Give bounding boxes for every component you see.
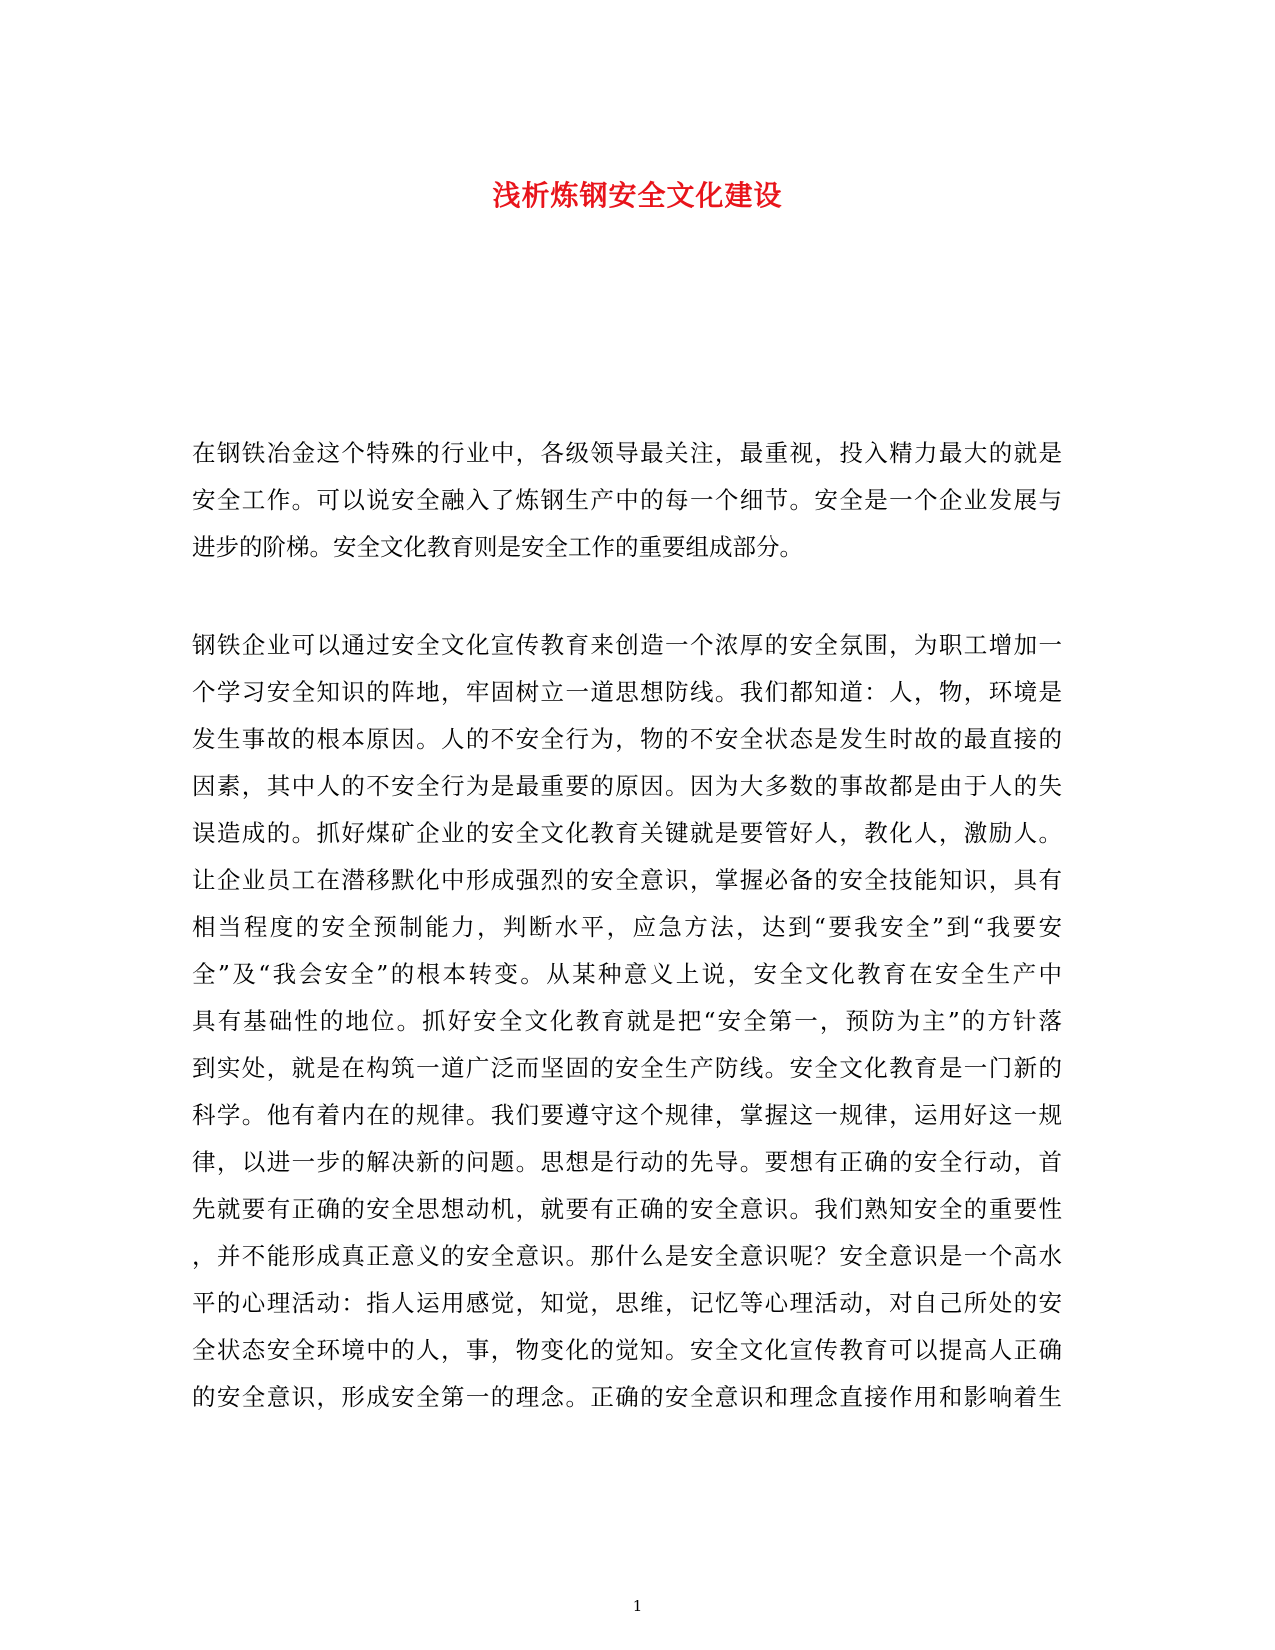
text-line: 安全工作。可以说安全融入了炼钢生产中的每一个细节。安全是一个企业发展与 bbox=[192, 486, 1062, 514]
text-line: 个学习安全知识的阵地，牢固树立一道思想防线。我们都知道：人，物，环境是 bbox=[192, 678, 1062, 706]
text-line: 发生事故的根本原因。人的不安全行为，物的不安全状态是发生时故的最直接的 bbox=[192, 725, 1062, 753]
text-line: 在钢铁冶金这个特殊的行业中，各级领导最关注，最重视，投入精力最大的就是 bbox=[192, 439, 1062, 467]
text-line: 科学。他有着内在的规律。我们要遵守这个规律，掌握这一规律，运用好这一规 bbox=[192, 1101, 1062, 1129]
text-line: 全状态安全环境中的人，事，物变化的觉知。安全文化宣传教育可以提高人正确 bbox=[192, 1336, 1062, 1364]
text-line: 平的心理活动：指人运用感觉，知觉，思维，记忆等心理活动，对自己所处的安 bbox=[192, 1289, 1062, 1317]
page-number: 1 bbox=[632, 1597, 643, 1615]
text-line: 让企业员工在潜移默化中形成强烈的安全意识，掌握必备的安全技能知识，具有 bbox=[192, 866, 1062, 894]
text-line: 到实处，就是在构筑一道广泛而坚固的安全生产防线。安全文化教育是一门新的 bbox=[192, 1054, 1062, 1082]
document-title: 浅析炼钢安全文化建设 bbox=[492, 179, 783, 212]
paragraph-1 bbox=[192, 430, 1062, 571]
paragraph-2 bbox=[192, 622, 1062, 1421]
text-line-last: 进步的阶梯。安全文化教育则是安全工作的重要组成部分。 bbox=[192, 533, 803, 561]
text-line: 先就要有正确的安全思想动机，就要有正确的安全意识。我们熟知安全的重要性 bbox=[192, 1195, 1062, 1223]
text-line: 全”及“我会安全”的根本转变。从某种意义上说，安全文化教育在安全生产中 bbox=[192, 960, 1062, 988]
text-line: 相当程度的安全预制能力，判断水平，应急方法，达到“要我安全”到“我要安 bbox=[192, 913, 1062, 941]
text-line: 钢铁企业可以通过安全文化宣传教育来创造一个浓厚的安全氛围，为职工增加一 bbox=[192, 631, 1062, 659]
text-line: 具有基础性的地位。抓好安全文化教育就是把“安全第一，预防为主”的方针落 bbox=[192, 1007, 1062, 1035]
text-line: 因素，其中人的不安全行为是最重要的原因。因为大多数的事故都是由于人的失 bbox=[192, 772, 1062, 800]
text-line: 律，以进一步的解决新的问题。思想是行动的先导。要想有正确的安全行动，首 bbox=[192, 1148, 1062, 1176]
text-line: 误造成的。抓好煤矿企业的安全文化教育关键就是要管好人，教化人，激励人。 bbox=[192, 819, 1062, 847]
text-line: ，并不能形成真正意义的安全意识。那什么是安全意识呢？安全意识是一个高水 bbox=[192, 1242, 1062, 1270]
text-line: 的安全意识，形成安全第一的理念。正确的安全意识和理念直接作用和影响着生 bbox=[192, 1383, 1062, 1411]
